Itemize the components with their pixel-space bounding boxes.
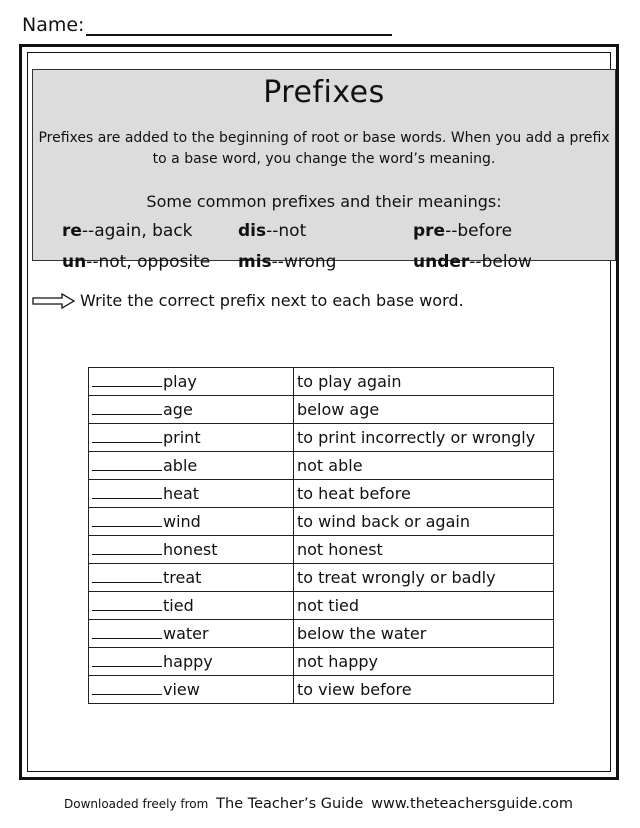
prefix-meaning: --below (469, 252, 532, 272)
definition-cell (294, 592, 554, 620)
base-word: honest (163, 540, 218, 559)
prefix-item (238, 252, 336, 272)
table-row (89, 368, 554, 396)
prefix-word: pre (413, 221, 446, 241)
prefix-blank[interactable] (92, 652, 162, 667)
definition: to view before (297, 680, 412, 699)
definition: not honest (297, 540, 383, 559)
description-line: to a base word, you change the word’s meaning. (152, 151, 496, 167)
base-word-cell (89, 508, 294, 536)
table-row (89, 508, 554, 536)
definition-cell (294, 424, 554, 452)
base-word: view (163, 680, 200, 699)
footer (64, 796, 573, 812)
prefix-blank[interactable] (92, 456, 162, 471)
prefix-blank[interactable] (92, 568, 162, 583)
base-word-cell (89, 676, 294, 704)
definition-cell (294, 676, 554, 704)
name-label: Name: (22, 14, 85, 36)
prefix-item (413, 221, 512, 241)
table-row (89, 648, 554, 676)
base-word: water (163, 624, 209, 643)
prefix-blank[interactable] (92, 372, 162, 387)
base-word: able (163, 456, 198, 475)
arrow-right-icon (32, 293, 76, 309)
table-row (89, 480, 554, 508)
worksheet-inner-border (27, 52, 611, 772)
base-word-cell (89, 368, 294, 396)
prefix-exercise-table (88, 367, 554, 704)
base-word-cell (89, 592, 294, 620)
prefix-list-heading: Some common prefixes and their meanings: (146, 192, 502, 211)
prefix-meaning: --before (445, 221, 513, 241)
prefix-item (62, 252, 210, 272)
description-line: Prefixes are added to the beginning of root or base words. When you add a prefix (38, 130, 610, 146)
table-row (89, 564, 554, 592)
definition: to heat before (297, 484, 411, 503)
prefix-meaning: --not, opposite (86, 252, 211, 272)
base-word: age (163, 400, 193, 419)
definition: below age (297, 400, 380, 419)
table-row (89, 592, 554, 620)
prefix-blank[interactable] (92, 512, 162, 527)
table-row (89, 396, 554, 424)
definition: to treat wrongly or badly (297, 568, 496, 587)
prefix-blank[interactable] (92, 680, 162, 695)
base-word-cell (89, 536, 294, 564)
worksheet-border (19, 44, 619, 780)
definition: not able (297, 456, 363, 475)
name-blank-line[interactable] (86, 14, 392, 36)
definition: to wind back or again (297, 512, 470, 531)
footer-site-name: The Teacher’s Guide (216, 796, 364, 812)
prefix-blank[interactable] (92, 596, 162, 611)
definition-cell (294, 536, 554, 564)
definition: not tied (297, 596, 360, 615)
table-row (89, 536, 554, 564)
definition-cell (294, 368, 554, 396)
instruction (32, 291, 464, 310)
table-row (89, 452, 554, 480)
prefix-blank[interactable] (92, 428, 162, 443)
prefix-word: mis (238, 252, 272, 272)
prefix-meaning: --wrong (271, 252, 337, 272)
definition: below the water (297, 624, 427, 643)
prefix-info-box (32, 69, 616, 272)
prefix-word: re (62, 221, 82, 241)
base-word-cell (89, 620, 294, 648)
prefix-word: dis (238, 221, 267, 241)
definition-cell (294, 480, 554, 508)
definition-cell (294, 620, 554, 648)
definition-cell (294, 564, 554, 592)
instruction-text: Write the correct prefix next to each base word. (80, 291, 464, 310)
table-row (89, 676, 554, 704)
definition: to print incorrectly or wrongly (297, 428, 536, 447)
base-word-cell (89, 648, 294, 676)
prefix-word: under (413, 252, 470, 272)
base-word: happy (163, 652, 213, 671)
base-word-cell (89, 396, 294, 424)
prefix-item (413, 252, 532, 272)
base-word: tied (163, 596, 194, 615)
base-word: wind (163, 512, 201, 531)
prefix-blank[interactable] (92, 624, 162, 639)
prefix-word: un (62, 252, 87, 272)
table-row (89, 620, 554, 648)
table-row (89, 424, 554, 452)
definition: to play again (297, 372, 402, 391)
definition: not happy (297, 652, 379, 671)
prefix-meaning: --not (266, 221, 307, 241)
name-field (22, 14, 392, 36)
footer-downloaded: Downloaded freely from (64, 797, 209, 811)
base-word-cell (89, 452, 294, 480)
prefix-meaning: --again, back (81, 221, 193, 241)
prefix-blank[interactable] (92, 484, 162, 499)
base-word: treat (163, 568, 202, 587)
base-word-cell (89, 424, 294, 452)
definition-cell (294, 396, 554, 424)
definition-cell (294, 648, 554, 676)
page-title: Prefixes (263, 75, 385, 110)
definition-cell (294, 508, 554, 536)
description (33, 128, 615, 170)
base-word: heat (163, 484, 200, 503)
prefix-blank[interactable] (92, 400, 162, 415)
footer-url: www.theteachersguide.com (371, 796, 574, 812)
base-word-cell (89, 564, 294, 592)
prefix-blank[interactable] (92, 540, 162, 555)
base-word: play (163, 372, 197, 391)
definition-cell (294, 452, 554, 480)
prefix-item (238, 221, 306, 241)
base-word: print (163, 428, 201, 447)
prefix-item (62, 221, 193, 241)
base-word-cell (89, 480, 294, 508)
